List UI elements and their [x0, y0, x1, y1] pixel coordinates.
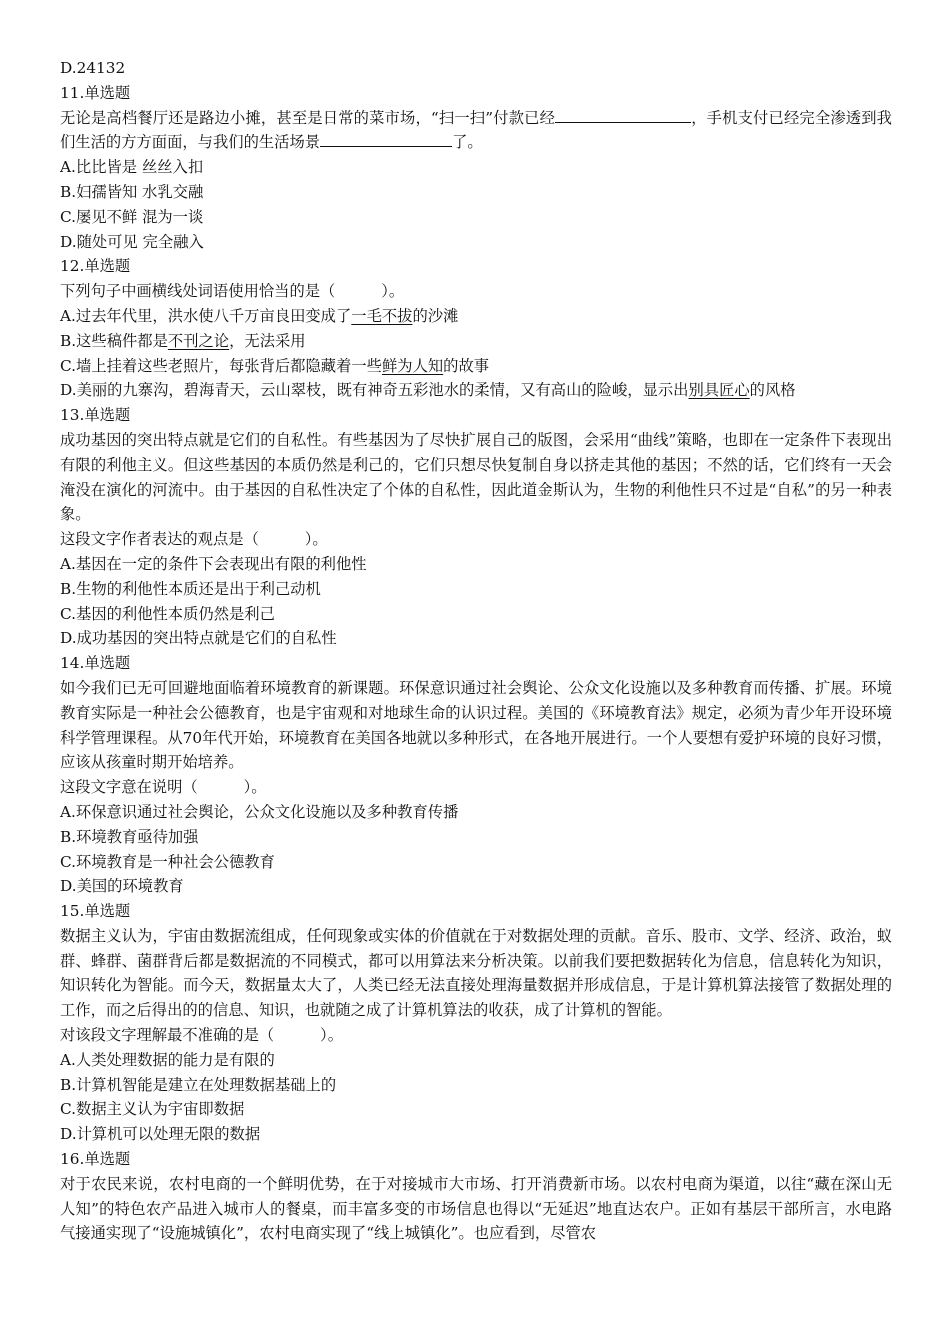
- q14-option-a: A.环保意识通过社会舆论，公众文化设施以及多种教育传播: [60, 802, 459, 821]
- q12-option-d: D.美丽的九寨沟，碧海青天，云山翠枝，既有神奇五彩池水的柔情，又有高山的险峻，显示出别具匠心的风格: [60, 381, 796, 400]
- q14-option-b: B.环境教育亟待加强: [60, 827, 199, 846]
- q11-blank-2: [320, 130, 452, 147]
- q11-blank-1: [555, 106, 691, 123]
- q15-question: 对该段文字理解最不准确的是（ ）。: [60, 1026, 343, 1045]
- underlined-term: 别具匠心: [688, 381, 750, 400]
- underlined-term: 一毛不拔: [351, 306, 413, 325]
- q12-stem: 下列句子中画横线处词语使用恰当的是（ ）。: [60, 282, 405, 301]
- q11-option-c: C.屡见不鲜 混为一谈: [60, 207, 204, 226]
- q11-option-d: D.随处可见 完全融入: [60, 232, 204, 251]
- q10-option-d: D.24132: [60, 59, 126, 77]
- q16-header: 16.单选题: [60, 1150, 131, 1169]
- underlined-term: 鲜为人知: [381, 356, 444, 375]
- q11-stem: 无论是高档餐厅还是路边小摊，甚至是日常的菜市场，“扫一扫”付款已经 ，手机支付已经完全渗透到我们生活的方方面面，与我们的生活场景 了。: [60, 106, 892, 156]
- q15-option-a: A.人类处理数据的能力是有限的: [60, 1050, 275, 1069]
- q11-header: 11.单选题: [60, 83, 131, 102]
- q15-passage: 数据主义认为，宇宙由数据流组成，任何现象或实体的价值就在于对数据处理的贡献。音乐、股市、文学、经济、政治，蚁群、蜂群、菌群背后都是数据流的不同模式，都可以用算法来分析决策。以前我们要把数据转化为信息，信息转化为知识，知识转化为智能。而今天，数据量太大了，人类已经无法直接处理海量数据并形成信息，于是计算机算法接管了数据处理的工作，而之后得出的的信息、知识，也就随之成了计算机算法的收获，成了计算机的智能。: [60, 926, 892, 1020]
- q13-option-d: D.成功基因的突出特点就是它们的自私性: [60, 629, 337, 648]
- q14-header: 14.单选题: [60, 654, 131, 673]
- q11-option-a: A.比比皆是 丝丝入扣: [60, 158, 204, 177]
- q15-option-d: D.计算机可以处理无限的数据: [60, 1125, 261, 1144]
- exam-page: [60, 56, 892, 1246]
- q16-passage: 对于农民来说，农村电商的一个鲜明优势，在于对接城市大市场、打开消费新市场。以农村电商为渠道，以往“藏在深山无人知”的特色农产品进入城市人的餐桌，而丰富多变的市场信息也得以“无延迟”地直达农户。正如有基层干部所言，水电路气接通实现了“设施城镇化”，农村电商实现了“线上城镇化”。也应看到，尽管农: [60, 1174, 892, 1243]
- q15-option-c: C.数据主义认为宇宙即数据: [60, 1100, 245, 1119]
- q14-passage: 如今我们已无可回避地面临着环境教育的新课题。环保意识通过社会舆论、公众文化设施以及多种教育而传播、扩展。环境教育实际是一种社会公德教育，也是宇宙观和对地球生命的认识过程。美国的《环境教育法》规定，必须为青少年开设环境科学管理课程。从70年代开始，环境教育在美国各地就以多种形式，在各地开展进行。一个人要想有爱护环境的良好习惯，应该从孩童时期开始培养。: [60, 678, 892, 772]
- q13-option-c: C.基因的利他性本质仍然是利己: [60, 604, 275, 623]
- q11-option-b: B.妇孺皆知 水乳交融: [60, 182, 204, 201]
- q12-option-a: A.过去年代里，洪水使八千万亩良田变成了一毛不拔的沙滩: [60, 306, 459, 325]
- q13-passage: 成功基因的突出特点就是它们的自私性。有些基因为了尽快扩展自己的版图，会采用“曲线”策略，也即在一定条件下表现出有限的利他主义。但这些基因的本质仍然是利己的，它们只想尽快复制自身以挤走其他的基因；不然的话，它们终有一天会淹没在演化的河流中。由于基因的自私性决定了个体的自私性，因此道金斯认为，生物的利他性只不过是“自私”的另一种表象。: [60, 430, 892, 524]
- q13-question: 这段文字作者表达的观点是（ ）。: [60, 530, 328, 549]
- q13-option-a: A.基因在一定的条件下会表现出有限的利他性: [60, 554, 367, 573]
- q12-option-b: B.这些稿件都是不刊之论，无法采用: [60, 331, 306, 350]
- q12-option-c: C.墙上挂着这些老照片，每张背后都隐藏着一些鲜为人知的故事: [60, 356, 490, 375]
- q14-question: 这段文字意在说明（ ）。: [60, 778, 267, 797]
- q14-option-d: D.美国的环境教育: [60, 877, 184, 896]
- q13-option-b: B.生物的利他性本质还是出于利己动机: [60, 579, 321, 598]
- q14-option-c: C.环境教育是一种社会公德教育: [60, 852, 275, 871]
- underlined-term: 不刊之论: [167, 331, 230, 350]
- q15-header: 15.单选题: [60, 902, 131, 921]
- q13-header: 13.单选题: [60, 406, 131, 425]
- q12-header: 12.单选题: [60, 257, 131, 276]
- q15-option-b: B.计算机智能是建立在处理数据基础上的: [60, 1075, 337, 1094]
